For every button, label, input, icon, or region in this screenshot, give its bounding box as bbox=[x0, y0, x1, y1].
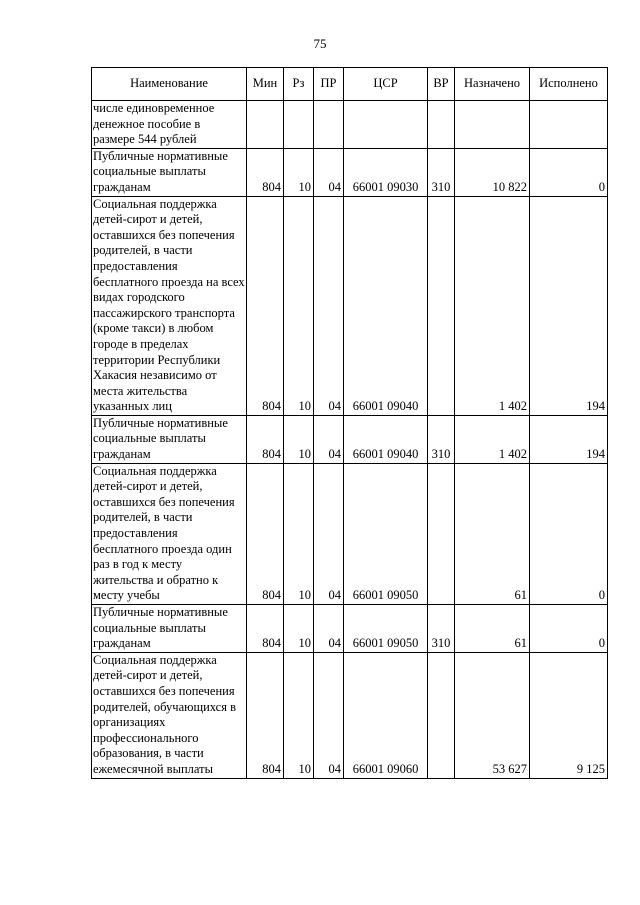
header-rz: Рз bbox=[284, 68, 314, 101]
table-row bbox=[92, 196, 608, 415]
row-rz: 10 bbox=[284, 652, 314, 778]
table-row bbox=[92, 101, 608, 149]
row-name: Социальная поддержка детей-сирот и детей, оставшихся без попечения родителей, обучающихся в организациях профессионального образования, в части ежемесячной выплаты bbox=[92, 652, 247, 778]
row-executed: 194 bbox=[530, 415, 608, 463]
header-pr: ПР bbox=[314, 68, 344, 101]
row-csr: 66001 09060 bbox=[344, 652, 428, 778]
row-rz: 10 bbox=[284, 463, 314, 604]
row-name: Публичные нормативные социальные выплаты гражданам bbox=[92, 415, 247, 463]
row-min: 804 bbox=[247, 196, 284, 415]
row-rz: 10 bbox=[284, 605, 314, 653]
row-pr: 04 bbox=[314, 605, 344, 653]
table-row bbox=[92, 605, 608, 653]
header-name: Наименование bbox=[92, 68, 247, 101]
row-min: 804 bbox=[247, 605, 284, 653]
row-rz: 10 bbox=[284, 196, 314, 415]
header-min: Мин bbox=[247, 68, 284, 101]
row-pr: 04 bbox=[314, 196, 344, 415]
row-assigned: 61 bbox=[455, 605, 530, 653]
row-rz: 10 bbox=[284, 148, 314, 196]
row-min bbox=[247, 101, 284, 149]
page-number: 75 bbox=[313, 36, 327, 51]
row-name: Публичные нормативные социальные выплаты гражданам bbox=[92, 148, 247, 196]
row-name: Публичные нормативные социальные выплаты гражданам bbox=[92, 605, 247, 653]
row-name: Социальная поддержка детей-сирот и детей, оставшихся без попечения родителей, в части предоставления бесплатного проезда на всех видах городского пассажирского транспорта (кроме такси) в любом городе в пределах территории Республики Хакасия независимо от места жительства указанных лиц bbox=[92, 196, 247, 415]
row-rz bbox=[284, 101, 314, 149]
row-assigned bbox=[455, 101, 530, 149]
row-assigned: 1 402 bbox=[455, 196, 530, 415]
row-csr: 66001 09050 bbox=[344, 605, 428, 653]
row-vr bbox=[428, 101, 455, 149]
row-pr: 04 bbox=[314, 463, 344, 604]
row-vr: 310 bbox=[428, 605, 455, 653]
header-executed: Исполнено bbox=[530, 68, 608, 101]
row-rz: 10 bbox=[284, 415, 314, 463]
row-name: Социальная поддержка детей-сирот и детей, оставшихся без попечения родителей, в части предоставления бесплатного проезда один раз в год к месту жительства и обратно к месту учебы bbox=[92, 463, 247, 604]
row-executed: 0 bbox=[530, 605, 608, 653]
row-min: 804 bbox=[247, 148, 284, 196]
row-vr: 310 bbox=[428, 148, 455, 196]
row-executed: 9 125 bbox=[530, 652, 608, 778]
row-vr bbox=[428, 463, 455, 604]
table-row bbox=[92, 652, 608, 778]
header-csr: ЦСР bbox=[344, 68, 428, 101]
row-csr bbox=[344, 101, 428, 149]
budget-table bbox=[91, 67, 608, 779]
row-assigned: 61 bbox=[455, 463, 530, 604]
row-pr: 04 bbox=[314, 148, 344, 196]
row-csr: 66001 09040 bbox=[344, 415, 428, 463]
table-row bbox=[92, 463, 608, 604]
row-assigned: 1 402 bbox=[455, 415, 530, 463]
row-executed bbox=[530, 101, 608, 149]
row-min: 804 bbox=[247, 415, 284, 463]
row-pr: 04 bbox=[314, 652, 344, 778]
row-pr: 04 bbox=[314, 415, 344, 463]
header-vr: ВР bbox=[428, 68, 455, 101]
row-csr: 66001 09040 bbox=[344, 196, 428, 415]
header-row bbox=[92, 68, 608, 101]
row-name: числе единовременное денежное пособие в размере 544 рублей bbox=[92, 101, 247, 149]
header-assigned: Назначено bbox=[455, 68, 530, 101]
row-min: 804 bbox=[247, 463, 284, 604]
row-vr bbox=[428, 196, 455, 415]
row-assigned: 53 627 bbox=[455, 652, 530, 778]
row-executed: 0 bbox=[530, 463, 608, 604]
row-pr bbox=[314, 101, 344, 149]
row-assigned: 10 822 bbox=[455, 148, 530, 196]
row-min: 804 bbox=[247, 652, 284, 778]
row-executed: 194 bbox=[530, 196, 608, 415]
table-row bbox=[92, 415, 608, 463]
row-executed: 0 bbox=[530, 148, 608, 196]
row-csr: 66001 09050 bbox=[344, 463, 428, 604]
table-row bbox=[92, 148, 608, 196]
row-vr: 310 bbox=[428, 415, 455, 463]
row-vr bbox=[428, 652, 455, 778]
row-csr: 66001 09030 bbox=[344, 148, 428, 196]
